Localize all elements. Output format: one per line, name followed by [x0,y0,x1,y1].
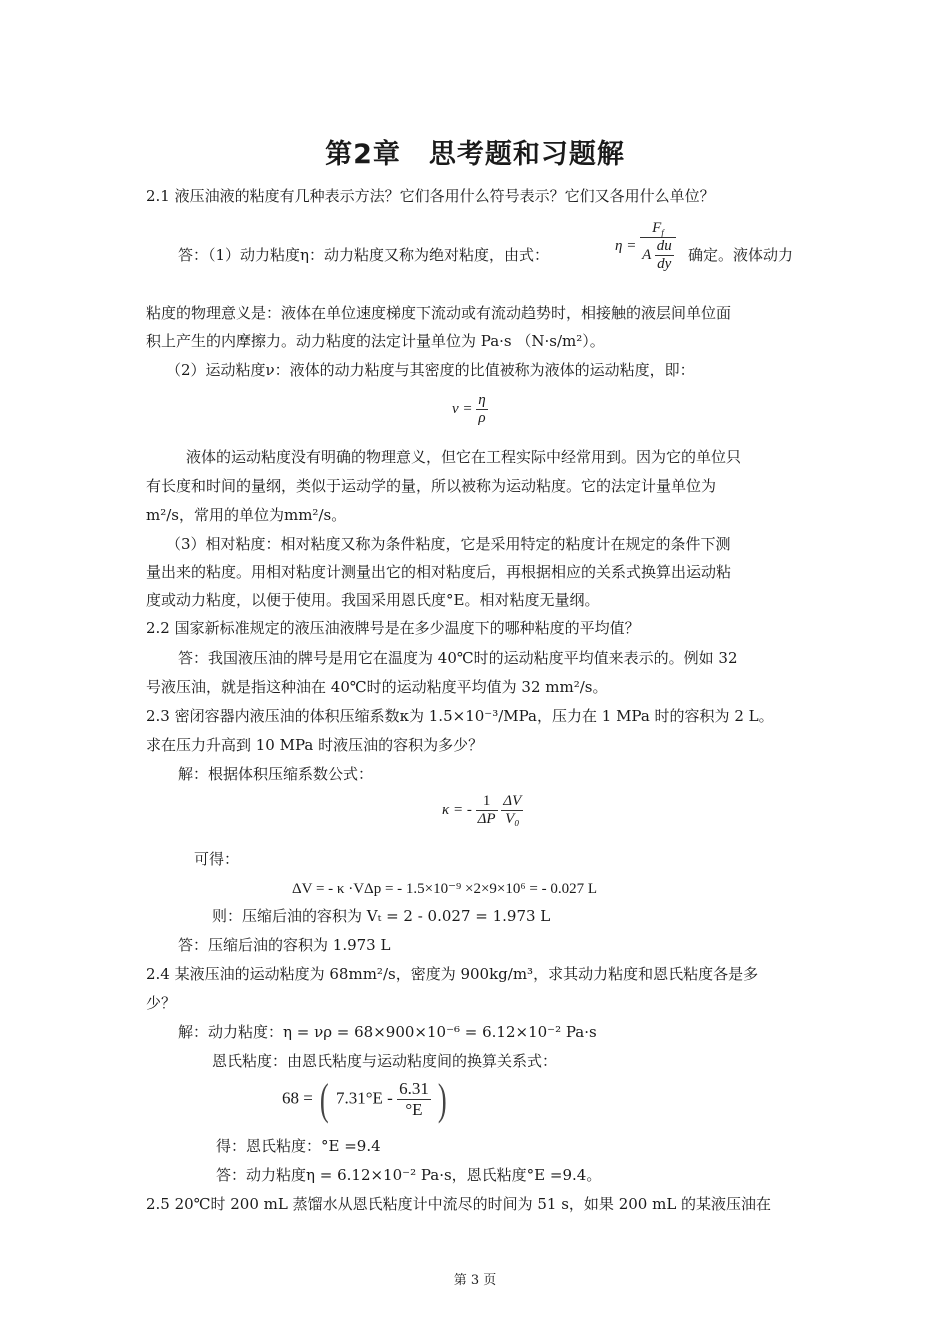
solution-2-4-line: 恩氏粘度：由恩氏粘度与运动粘度间的换算关系式： [212,1052,558,1070]
formula-kappa-num: 1 [476,793,498,811]
formula-nu-den: ρ [478,410,486,426]
question-2-1: 2.1 液压油液的粘度有几种表示方法？它们各用什么符号表示？它们又各用什么单位？ [146,187,715,205]
question-2-2: 2.2 国家新标准规定的液压油液牌号是在多少温度下的哪种粘度的平均值？ [146,619,640,637]
formula-kappa-lhs: κ = - [442,801,472,818]
answer-2-1-line: m²/s，常用的单位为mm²/s。 [146,506,347,524]
question-2-3: 2.3 密闭容器内液压油的体积压缩系数κ为 1.5×10⁻³/MPa，压力在 1 MPa 时的容积为 2 L。 [146,707,774,725]
page-number: 第 3 页 [453,1273,497,1288]
question-2-3-line: 求在压力升高到 10 MPa 时液压油的容积为多少？ [146,736,484,754]
formula-nu-lhs: ν = [452,400,473,417]
formula-eta-dy: dy [657,256,672,272]
formula-engler-num: 6.31 [399,1079,429,1098]
answer-2-1-relative-viscosity: （3）相对粘度：相对粘度又称为条件粘度，它是采用特定的粘度计在规定的条件下测 [166,535,731,553]
answer-2-1-dynamic-viscosity: 答：（1）动力粘度η：动力粘度又称为绝对粘度，由式： [178,246,550,264]
solution-2-4-line: 解：动力粘度：η = νρ = 68×900×10⁻⁶ = 6.12×10⁻² Pa·s [178,1023,597,1041]
formula-kappa-den2: V₀ [505,811,520,827]
solution-2-3-line: 解：根据体积压缩系数公式： [178,765,374,783]
formula-eta-fraction [640,220,676,273]
answer-2-1-kinematic-viscosity: （2）运动粘度ν：液体的动力粘度与其密度的比值被称为液体的运动粘度，即： [166,361,695,379]
answer-2-1-line: 粘度的物理意义是：液体在单位速度梯度下流动或有流动趋势时，相接触的液层间单位面 [146,304,732,322]
answer-2-1-line: 积上产生的内摩擦力。动力粘度的法定计量单位为 Pa·s （N·s/m²）。 [146,332,605,350]
formula-eta-lhs: η = [615,237,637,254]
answer-2-4: 答：动力粘度η = 6.12×10⁻² Pa·s，恩氏粘度°E =9.4。 [216,1166,602,1184]
solution-2-3-line: 则：压缩后油的容积为 Vₜ = 2 - 0.027 = 1.973 L [212,907,551,925]
formula-engler-conversion: 68 = ( 7.31°E - $\frac{6.31}{^\circ E}$ ) [282,1075,447,1124]
formula-kappa-num2: ΔV [503,793,522,809]
answer-2-1-line: 液体的运动粘度没有明确的物理意义，但它在工程实际中经常用到。因为它的单位只 [186,448,742,466]
formula-eta-du: du [656,238,672,254]
formula-kappa-den: ΔP [477,811,496,827]
question-2-5: 2.5 20℃时 200 mL 蒸馏水从恩氏粘度计中流尽的时间为 51 s，如果 200 mL 的某液压油在 [146,1195,772,1213]
formula-kinematic-viscosity [452,392,488,427]
question-2-4: 2.4 某液压油的运动粘度为 68mm²/s，密度为 900kg/m³，求其动力粘度和恩氏粘度各是多 [146,965,759,983]
answer-2-2-line: 号液压油，就是指这种油在 40℃时的运动粘度平均值为 32 mm²/s。 [146,678,608,696]
formula-engler-a: 7.31°E - [336,1088,393,1108]
formula-eta-den-a: A [642,246,651,263]
answer-2-1-dynamic-viscosity-tail: 确定。液体动力 [688,246,794,264]
formula-eta-num-sub: f [661,228,664,238]
answer-2-3: 答：压缩后油的容积为 1.973 L [178,936,391,954]
formula-nu-num: η [478,392,486,408]
answer-2-2-line: 答：我国液压油的牌号是用它在温度为 40℃时的运动粘度平均值来表示的。例如 32 [178,649,738,667]
formula-engler-lhs: 68 = [282,1088,313,1108]
question-2-4-line: 少？ [146,994,177,1012]
answer-2-1-line: 度或动力粘度，以便于使用。我国采用恩氏度°E。相对粘度无量纲。 [146,591,600,609]
page-title: 第2章 思考题和习题解 [325,139,625,170]
solution-2-4-line: 得：恩氏粘度：°E =9.4 [216,1137,381,1155]
solution-2-3-line: 可得： [194,850,240,868]
answer-2-1-line: 有长度和时间的量纲，类似于运动学的量，所以被称为运动粘度。它的法定计量单位为 [146,477,717,495]
formula-compressibility [442,793,523,828]
formula-dynamic-viscosity [615,220,676,273]
formula-engler-den: °E [405,1100,423,1119]
formula-volume-change: ΔV = - κ ·VΔp = - 1.5×10⁻⁹ ×2×9×10⁶ = - 0.027 L [292,881,597,897]
formula-eta-num: F [652,220,662,236]
answer-2-1-line: 量出来的粘度。用相对粘度计测量出它的相对粘度后，再根据相应的关系式换算出运动粘 [146,563,732,581]
